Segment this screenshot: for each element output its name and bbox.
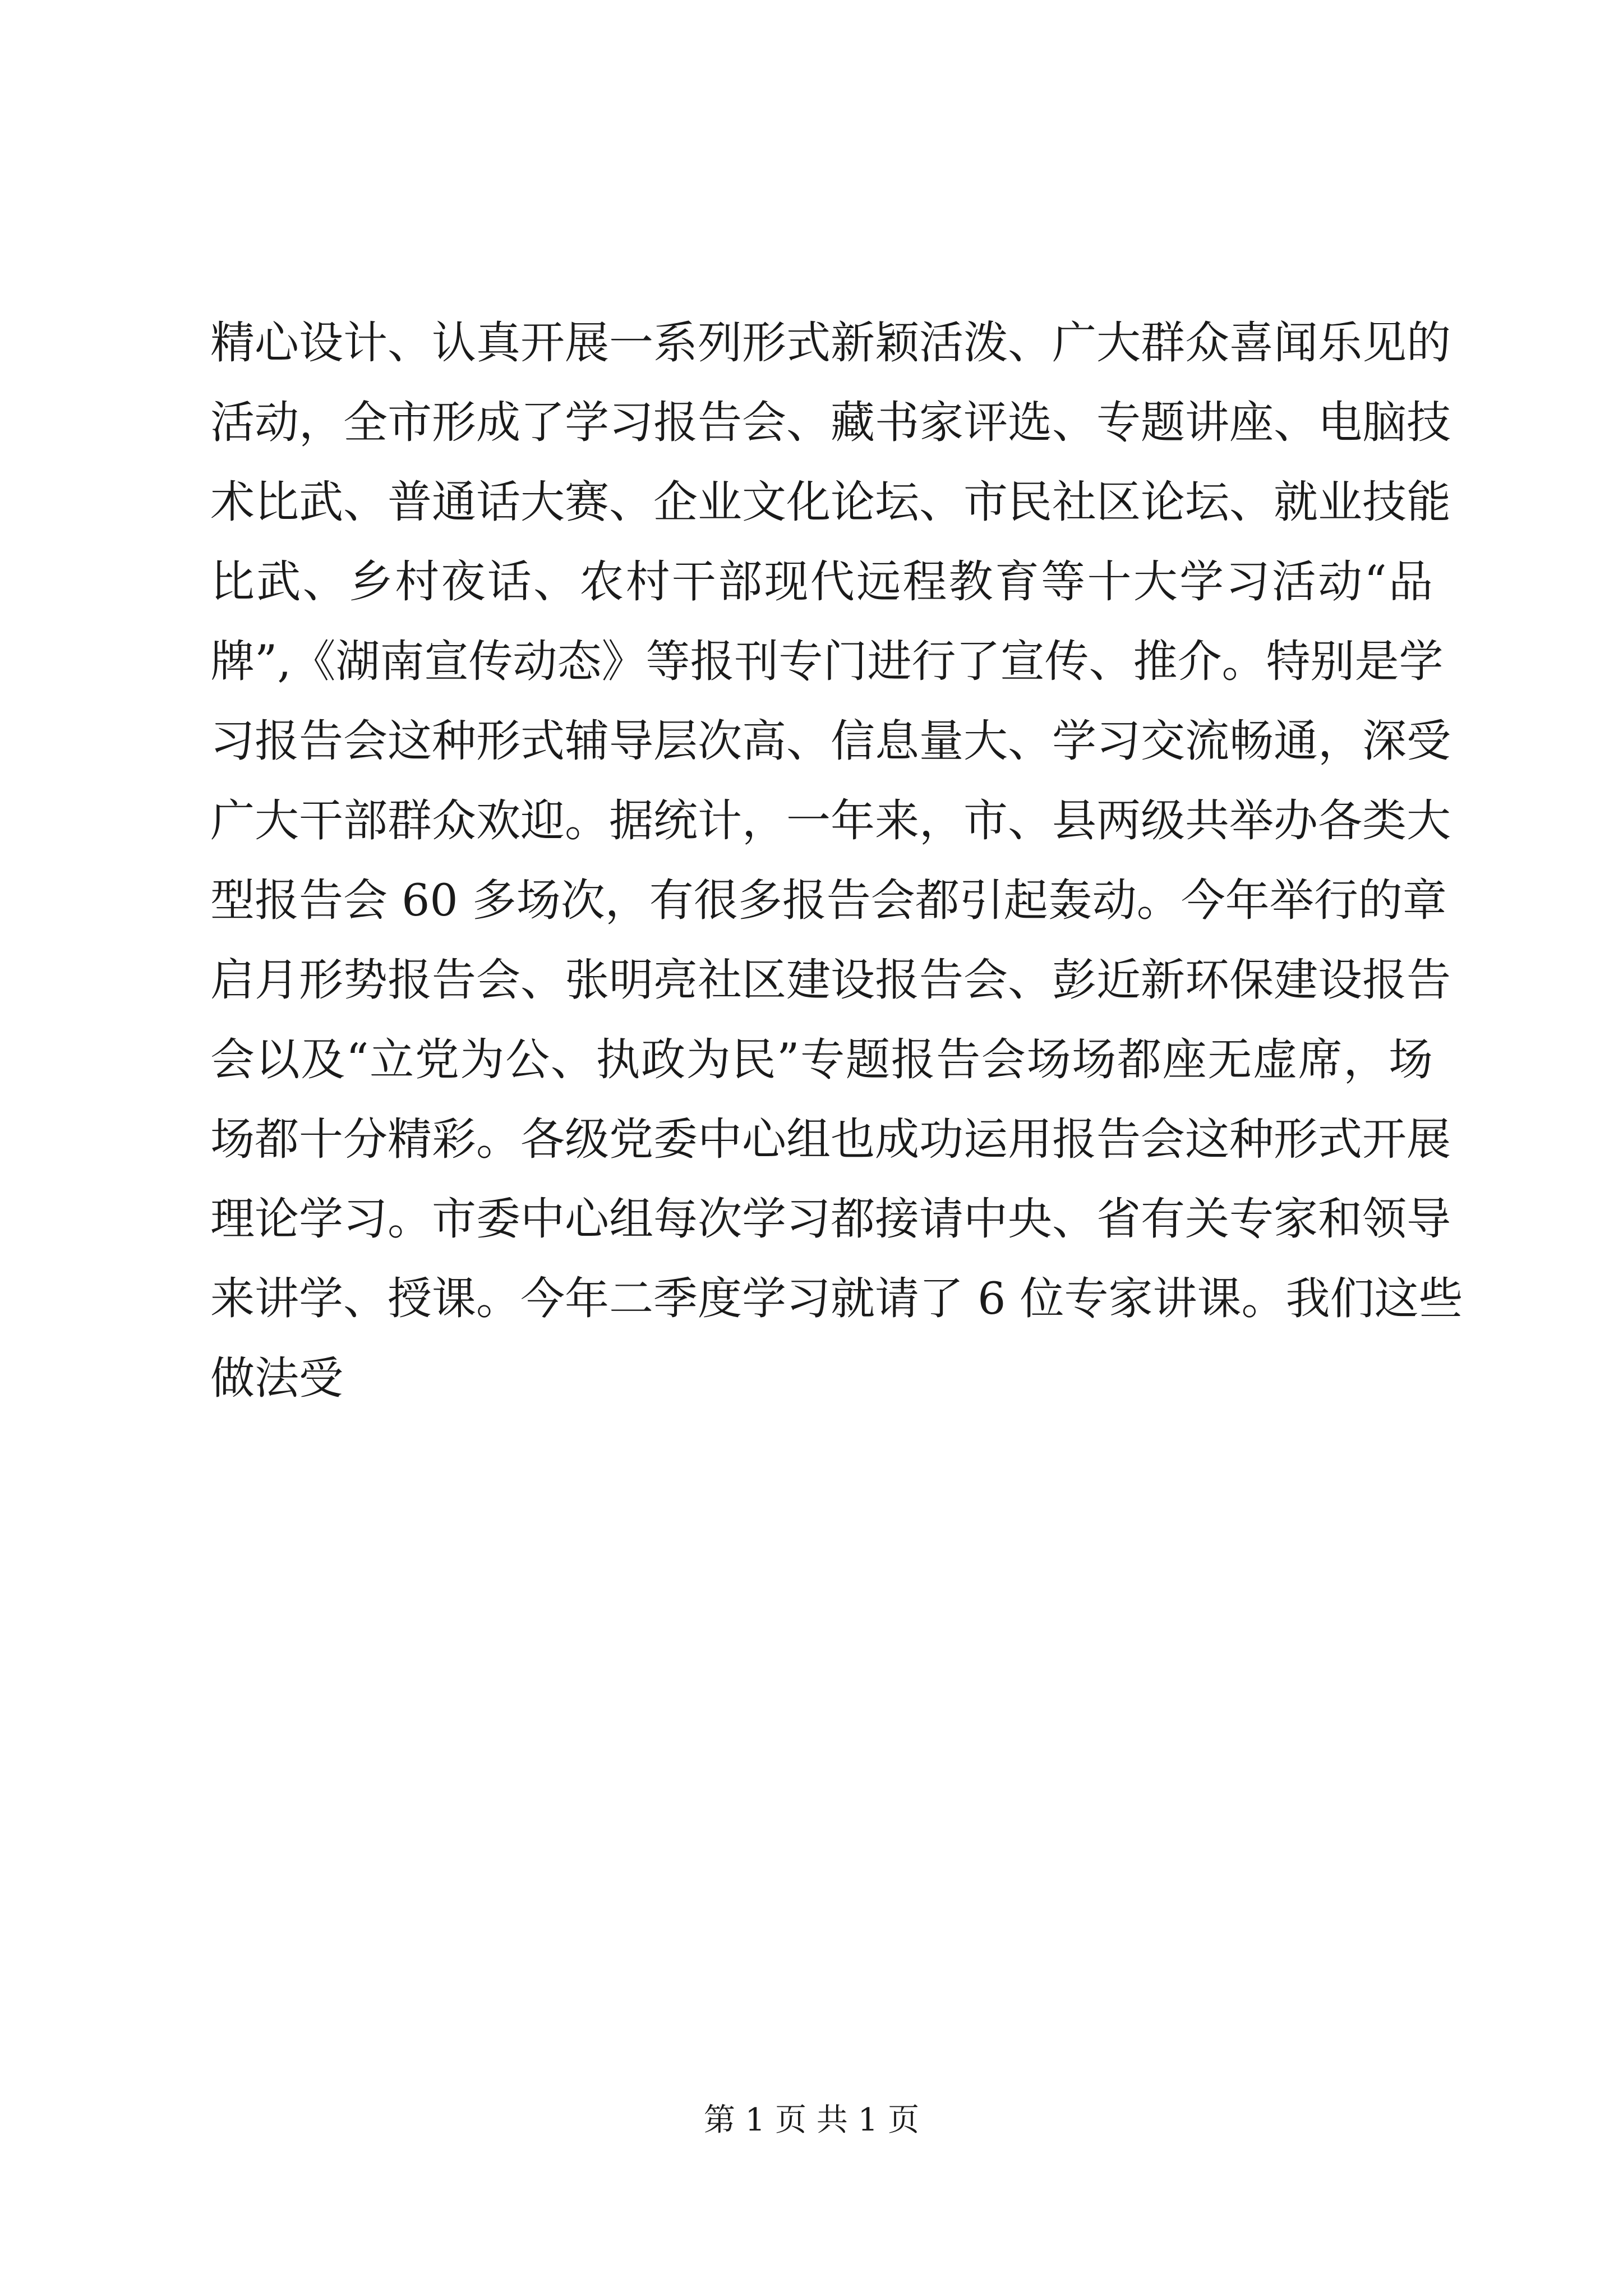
text-line: 习报告会这种形式辅导层次高、信息量大、学习交流畅通，深受	[210, 715, 1451, 767]
text-line: 会以及“立党为公、执政为民”专题报告会场场都座无虚席，场	[210, 1034, 1433, 1085]
page-number-label: 第 1 页 共 1 页	[703, 2102, 920, 2138]
text-line: 牌”,《湖南宣传动态》等报刊专门进行了宣传、推介。特别是学	[210, 636, 1444, 687]
text-line: 广大干部群众欢迎。据统计，一年来，市、县两级共举办各类大	[210, 795, 1451, 846]
text-line: 启月形势报告会、张明亮社区建设报告会、彭近新环保建设报告	[210, 954, 1451, 1006]
text-line: 来讲学、授课。今年二季度学习就请了 6 位专家讲课。我们这些	[210, 1273, 1463, 1324]
text-line: 精心设计、认真开展一系列形式新颖活泼、广大群众喜闻乐见的	[210, 317, 1451, 369]
text-line: 理论学习。市委中心组每次学习都接请中央、省有关专家和领导	[210, 1193, 1451, 1245]
text-line: 型报告会 60 多场次，有很多报告会都引起轰动。今年举行的章	[210, 875, 1447, 926]
text-line: 比武、乡村夜话、农村干部现代远程教育等十大学习活动“品	[210, 556, 1433, 608]
text-line: 活动，全市形成了学习报告会、藏书家评选、专题讲座、电脑技	[210, 397, 1451, 448]
body-paragraph	[210, 303, 1463, 1418]
text-line: 场都十分精彩。各级党委中心组也成功运用报告会这种形式开展	[210, 1114, 1451, 1165]
text-line: 术比武、普通话大赛、企业文化论坛、市民社区论坛、就业技能	[210, 476, 1451, 528]
page-footer	[0, 2101, 1623, 2140]
text-line: 做法受	[210, 1352, 343, 1404]
